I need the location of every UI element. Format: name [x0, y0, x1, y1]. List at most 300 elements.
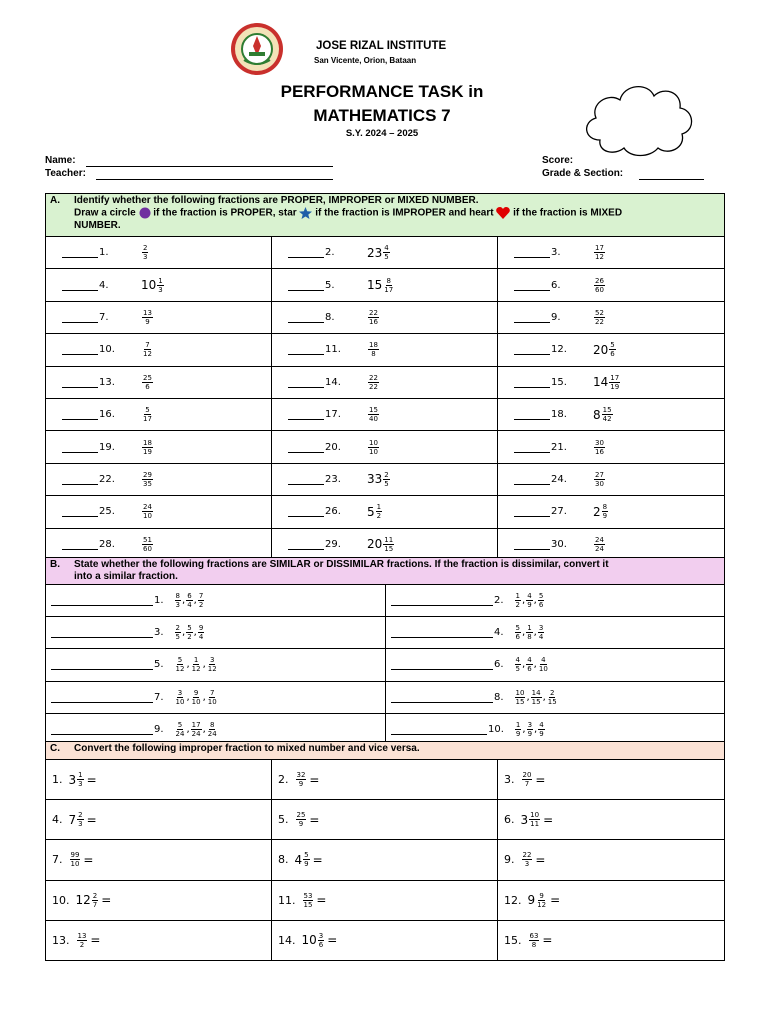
item-number: 11.	[278, 893, 296, 907]
answer-blank[interactable]	[62, 387, 98, 388]
answer-cell	[272, 366, 498, 398]
fraction	[529, 811, 540, 828]
answer-blank[interactable]	[391, 605, 493, 606]
fraction-value	[593, 406, 614, 423]
item-a-15	[498, 374, 724, 391]
denominator: 12	[537, 900, 547, 909]
answer-blank[interactable]	[514, 290, 550, 291]
fraction	[207, 721, 218, 738]
item-label	[272, 344, 367, 355]
numerator: 11	[384, 535, 394, 544]
item-c-11	[272, 892, 497, 909]
comma: ,	[182, 627, 186, 639]
item-number: 9.	[551, 311, 561, 323]
item-a-11	[272, 341, 497, 358]
item-label	[272, 247, 367, 258]
answer-cell	[386, 649, 725, 681]
answer-blank[interactable]	[51, 669, 153, 670]
item-label	[272, 312, 367, 323]
answer-cell	[498, 528, 725, 560]
answer-cell[interactable]	[498, 920, 725, 960]
comma: ,	[182, 595, 186, 607]
score-cloud-icon	[578, 78, 698, 160]
answer-blank[interactable]	[391, 669, 493, 670]
answer-blank[interactable]	[51, 734, 153, 735]
answer-cell	[272, 301, 498, 333]
denominator: 9	[515, 729, 521, 738]
name-label: Name:	[45, 155, 76, 166]
item-label	[386, 692, 504, 703]
denominator: 15	[384, 544, 394, 553]
denominator: 10	[207, 697, 217, 706]
answer-blank[interactable]	[288, 354, 324, 355]
denominator: 2	[198, 601, 204, 610]
item-number: 18.	[551, 409, 567, 421]
section-b-instructions	[46, 558, 725, 585]
numerator: 8	[386, 276, 391, 285]
answer-cell[interactable]	[46, 920, 272, 960]
answer-blank[interactable]	[514, 452, 550, 453]
answer-blank[interactable]	[391, 702, 493, 703]
section-a-letter: A.	[50, 195, 60, 206]
comma: ,	[533, 627, 537, 639]
item-label	[46, 442, 141, 453]
answer-blank[interactable]	[288, 419, 324, 420]
answer-blank[interactable]	[288, 387, 324, 388]
item-number: 28.	[99, 538, 115, 550]
fraction	[296, 811, 307, 828]
numerator: 2	[384, 470, 389, 479]
numerator: 10	[369, 438, 378, 447]
item-a-8	[272, 309, 497, 326]
answer-blank[interactable]	[514, 549, 550, 550]
whole-number: 10	[141, 278, 157, 293]
answer-cell	[46, 585, 386, 617]
answer-cell[interactable]	[498, 760, 725, 800]
answer-cell	[272, 528, 498, 560]
grade-section-field[interactable]	[639, 179, 704, 180]
denominator: 12	[595, 253, 604, 262]
item-b-2	[386, 592, 724, 609]
whole-number: 33	[367, 472, 383, 487]
item-a-14	[272, 374, 497, 391]
fraction-value	[593, 309, 606, 326]
item-c-15	[498, 932, 724, 949]
fraction	[368, 374, 379, 391]
answer-blank[interactable]	[514, 387, 550, 388]
answer-blank[interactable]	[62, 322, 98, 323]
item-b-7	[46, 689, 385, 706]
denominator: 3	[175, 601, 181, 610]
fraction	[594, 244, 605, 261]
numerator: 26	[595, 276, 604, 285]
fraction-value	[593, 244, 606, 261]
denominator: 8	[371, 350, 376, 359]
numerator: 3	[527, 720, 533, 729]
answer-blank[interactable]	[288, 549, 324, 550]
item-number: 19.	[99, 441, 115, 453]
item-a-17	[272, 406, 497, 423]
item-label	[498, 409, 593, 420]
numerator: 2	[549, 688, 555, 697]
item-number: 3.	[154, 627, 164, 639]
comma: ,	[522, 659, 526, 671]
fraction-value	[367, 309, 380, 326]
numerator: 5	[177, 656, 183, 665]
item-number: 5.	[154, 659, 164, 671]
title-line1: PERFORMANCE TASK in	[280, 82, 484, 101]
answer-blank[interactable]	[62, 516, 98, 517]
answer-blank[interactable]	[288, 322, 324, 323]
item-a-22	[46, 471, 271, 488]
answer-blank[interactable]	[62, 257, 98, 258]
item-label	[46, 377, 141, 388]
section-a-instructions	[46, 194, 725, 237]
item-a-28	[46, 536, 271, 553]
section-a-line2a: Draw a circle	[74, 207, 136, 219]
fraction-value	[593, 341, 617, 358]
fraction-value	[367, 277, 395, 294]
denominator: 12	[175, 665, 185, 674]
item-label	[386, 659, 504, 670]
answer-blank[interactable]	[62, 484, 98, 485]
item-label	[46, 539, 141, 550]
answer-cell	[498, 269, 725, 301]
fraction-value	[593, 471, 606, 488]
item-number: 4.	[99, 279, 109, 291]
numerator: 18	[143, 438, 152, 447]
item-label	[386, 627, 504, 638]
answer-blank[interactable]	[391, 734, 487, 735]
answer-blank[interactable]	[514, 322, 550, 323]
fraction	[602, 406, 613, 423]
table-row	[46, 496, 725, 528]
answer-cell[interactable]	[272, 920, 498, 960]
fraction-value	[367, 341, 380, 358]
numerator: 2	[175, 624, 181, 633]
item-label	[46, 595, 164, 606]
item-b-9	[46, 721, 385, 738]
item-number: 22.	[99, 473, 115, 485]
fraction-value	[367, 536, 395, 553]
comma: ,	[522, 595, 526, 607]
fraction	[609, 374, 620, 391]
fraction-value	[367, 406, 380, 423]
comma: ,	[522, 627, 526, 639]
denominator: 15	[515, 697, 525, 706]
fraction-value	[367, 503, 383, 520]
numerator: 5	[177, 720, 183, 729]
numerator: 8	[175, 592, 181, 601]
item-number: 15.	[551, 376, 567, 388]
equals-sign: =	[542, 933, 553, 948]
item-a-7	[46, 309, 271, 326]
section-a-line3: NUMBER.	[74, 219, 121, 231]
denominator: 10	[143, 512, 152, 521]
denominator: 15	[303, 900, 313, 909]
item-number: 12.	[504, 893, 522, 907]
whole-number: 5	[367, 504, 375, 519]
answer-blank[interactable]	[288, 290, 324, 291]
section-b-line2: into a similar fraction.	[74, 571, 178, 582]
answer-blank[interactable]	[62, 290, 98, 291]
whole-number: 12	[75, 893, 91, 908]
item-number: 2.	[325, 247, 335, 259]
comma: ,	[526, 691, 530, 703]
section-c-instructions	[46, 742, 725, 760]
answer-cell	[272, 463, 498, 495]
fraction-set	[174, 592, 206, 609]
item-b-4	[386, 624, 724, 641]
fraction-value	[593, 503, 609, 520]
item-b-6	[386, 656, 724, 673]
numerator: 6	[187, 592, 192, 601]
numerator: 5	[538, 592, 544, 601]
fraction	[526, 624, 532, 641]
table-row	[46, 800, 725, 840]
comma: ,	[534, 723, 538, 735]
answer-cell[interactable]	[272, 880, 498, 920]
whole-number: 8	[593, 407, 601, 422]
numerator: 1	[78, 771, 83, 780]
item-number: 7.	[154, 691, 164, 703]
item-a-20	[272, 439, 497, 456]
fraction-value	[593, 374, 621, 391]
answer-blank[interactable]	[288, 516, 324, 517]
answer-blank[interactable]	[514, 484, 550, 485]
denominator: 10	[538, 665, 548, 674]
item-number: 17.	[325, 409, 341, 421]
fraction	[383, 244, 389, 261]
answer-cell	[46, 366, 272, 398]
answer-blank[interactable]	[514, 257, 550, 258]
numerator: 13	[77, 931, 87, 940]
fraction	[383, 471, 389, 488]
denominator: 5	[175, 633, 181, 642]
answer-blank[interactable]	[62, 452, 98, 453]
item-label	[46, 692, 164, 703]
answer-cell	[46, 528, 272, 560]
item-label	[46, 344, 141, 355]
item-number: 10.	[488, 723, 504, 735]
denominator: 24	[191, 729, 201, 738]
numerator: 9	[193, 688, 199, 697]
section-b-letter: B.	[50, 559, 60, 570]
answer-cell[interactable]	[46, 880, 272, 920]
fraction-value	[141, 244, 149, 261]
denominator: 17	[384, 285, 394, 294]
numerator: 8	[602, 503, 608, 512]
comma: ,	[202, 723, 206, 735]
fraction	[515, 721, 521, 738]
fraction	[515, 624, 521, 641]
answer-blank[interactable]	[288, 452, 324, 453]
item-a-29	[272, 536, 497, 553]
answer-cell	[46, 431, 272, 463]
denominator: 9	[539, 729, 544, 738]
answer-blank[interactable]	[62, 354, 98, 355]
whole-number: 4	[294, 852, 303, 867]
numerator: 24	[143, 503, 152, 512]
name-field[interactable]	[86, 166, 333, 167]
answer-cell[interactable]	[46, 760, 272, 800]
answer-blank[interactable]	[51, 637, 153, 638]
item-c-5	[272, 811, 497, 828]
denominator: 6	[318, 940, 324, 949]
section-a-line2d: if the fraction is MIXED	[513, 207, 623, 219]
numerator: 1	[527, 624, 532, 633]
answer-blank[interactable]	[62, 549, 98, 550]
answer-cell	[46, 649, 386, 681]
numerator: 5	[145, 406, 150, 415]
answer-blank[interactable]	[288, 484, 324, 485]
denominator: 6	[610, 350, 615, 359]
fraction	[594, 471, 605, 488]
answer-cell[interactable]	[272, 760, 498, 800]
answer-cell[interactable]	[272, 800, 498, 840]
denominator: 5	[515, 665, 521, 674]
fraction-value	[367, 471, 391, 488]
fraction	[142, 406, 153, 423]
item-a-2	[272, 244, 497, 261]
section-b-table	[45, 557, 725, 746]
fraction	[594, 439, 605, 456]
equals-sign: =	[101, 893, 112, 908]
denominator: 9	[304, 860, 309, 869]
item-number: 12.	[551, 344, 567, 356]
denominator: 12	[191, 665, 201, 674]
denominator: 24	[207, 729, 217, 738]
title-line2: MATHEMATICS 7	[313, 106, 451, 125]
item-a-19	[46, 439, 271, 456]
denominator: 4	[198, 633, 204, 642]
answer-blank[interactable]	[51, 605, 153, 606]
fraction	[526, 656, 532, 673]
item-number: 24.	[551, 473, 567, 485]
denominator: 6	[527, 665, 532, 674]
numerator: 17	[191, 720, 201, 729]
item-label	[272, 280, 367, 291]
numerator: 25	[143, 373, 152, 382]
numerator: 4	[541, 656, 546, 665]
item-b-10	[386, 721, 724, 738]
denominator: 60	[595, 285, 604, 294]
comma: ,	[193, 595, 197, 607]
answer-cell	[272, 431, 498, 463]
numerator: 24	[595, 535, 604, 544]
numerator: 5	[304, 851, 309, 860]
school-address: San Vicente, Orion, Bataan	[314, 56, 417, 65]
table-row	[46, 920, 725, 960]
fraction-set	[174, 656, 219, 673]
answer-blank[interactable]	[514, 516, 550, 517]
numerator: 2	[143, 244, 148, 253]
answer-cell[interactable]	[272, 840, 498, 880]
fraction-value	[367, 374, 380, 391]
item-number: 4.	[52, 813, 63, 827]
school-year: S.Y. 2024 – 2025	[345, 128, 419, 139]
answer-cell	[272, 334, 498, 366]
denominator: 2	[376, 512, 382, 521]
answer-blank[interactable]	[391, 637, 493, 638]
item-label	[498, 247, 593, 258]
section-c-table	[45, 741, 725, 961]
numerator: 17	[610, 373, 620, 382]
answer-cell[interactable]	[46, 840, 272, 880]
numerator: 1	[515, 592, 521, 601]
fraction-set	[174, 689, 219, 706]
answer-cell[interactable]	[498, 800, 725, 840]
answer-blank[interactable]	[62, 419, 98, 420]
item-a-25	[46, 503, 271, 520]
answer-cell[interactable]	[498, 840, 725, 880]
item-c-6	[498, 811, 724, 828]
section-a-line1: Identify whether the following fractions are PROPER, IMPROPER or MIXED NUMBER.	[74, 195, 479, 206]
fraction	[92, 892, 98, 909]
fraction	[142, 309, 153, 326]
comma: ,	[533, 595, 537, 607]
numerator: 5	[610, 341, 615, 350]
numerator: 15	[369, 406, 378, 415]
item-c-3	[498, 771, 724, 788]
item-label	[498, 539, 593, 550]
item-number: 23.	[325, 473, 341, 485]
fraction	[594, 277, 605, 294]
answer-blank[interactable]	[514, 419, 550, 420]
comma: ,	[533, 659, 537, 671]
answer-cell	[498, 431, 725, 463]
table-row	[46, 237, 725, 269]
answer-blank[interactable]	[51, 702, 153, 703]
item-number: 3.	[551, 247, 561, 259]
fraction-value	[593, 536, 606, 553]
answer-cell[interactable]	[46, 800, 272, 840]
item-a-21	[498, 439, 724, 456]
teacher-field[interactable]	[96, 179, 333, 180]
denominator: 22	[369, 382, 378, 391]
fraction-set	[174, 624, 206, 641]
table-row	[46, 431, 725, 463]
item-a-13	[46, 374, 271, 391]
section-a-table	[45, 193, 725, 561]
numerator: 7	[145, 341, 150, 350]
answer-blank[interactable]	[514, 354, 550, 355]
item-label	[498, 344, 593, 355]
fraction	[536, 892, 547, 909]
denominator: 2	[79, 940, 85, 949]
item-a-27	[498, 503, 724, 520]
fraction	[207, 656, 218, 673]
numerator: 4	[515, 656, 521, 665]
item-label	[272, 539, 367, 550]
numerator: 3	[538, 624, 544, 633]
numerator: 2	[78, 811, 83, 820]
numerator: 99	[70, 851, 80, 860]
item-number: 26.	[325, 506, 341, 518]
numerator: 52	[595, 308, 604, 317]
answer-cell[interactable]	[498, 880, 725, 920]
answer-cell	[498, 237, 725, 269]
answer-blank[interactable]	[288, 257, 324, 258]
item-number: 2.	[494, 595, 504, 607]
comma: ,	[202, 659, 206, 671]
numerator: 3	[209, 656, 215, 665]
table-row	[46, 585, 725, 617]
numerator: 9	[539, 891, 544, 900]
denominator: 9	[145, 317, 150, 326]
section-b-line1: State whether the following fractions are SIMILAR or DISSIMILAR fractions. If the fraction is dissimilar, convert it	[74, 559, 609, 570]
answer-cell	[498, 301, 725, 333]
